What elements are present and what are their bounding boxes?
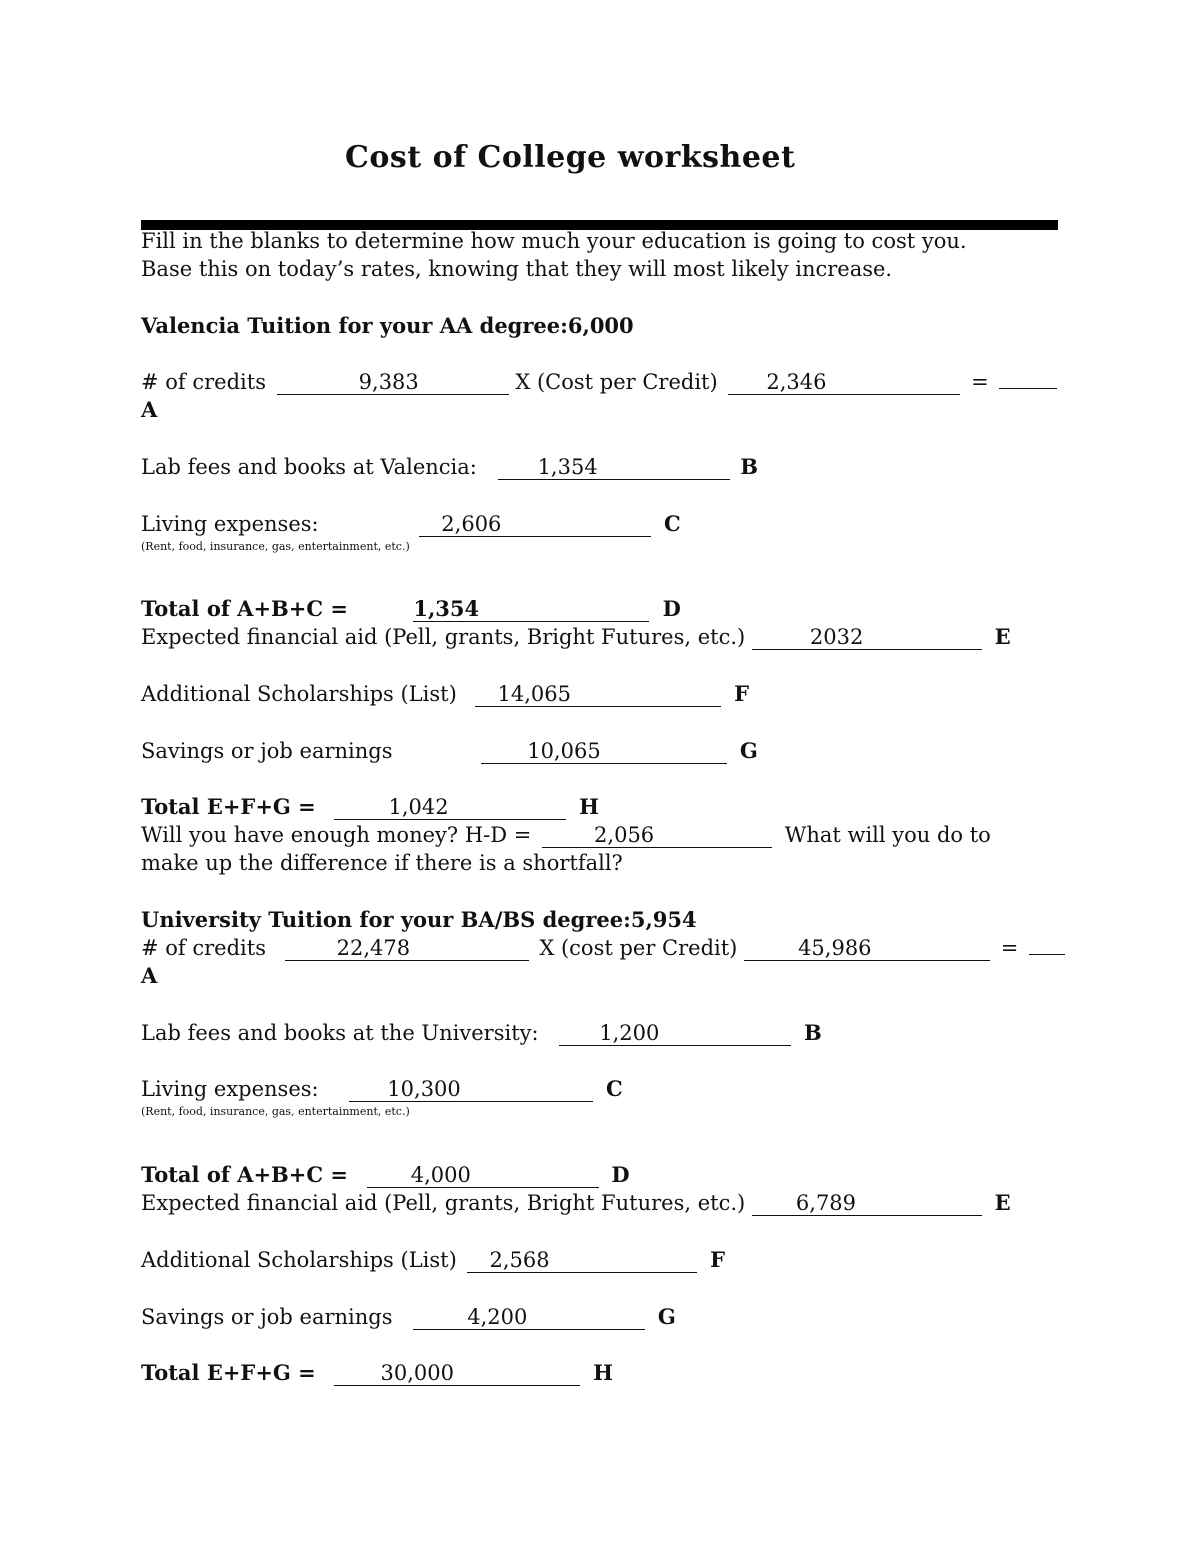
ba-cost-field[interactable]: [744, 936, 990, 961]
aa-total-abc-row: [141, 595, 681, 623]
ba-credits-field[interactable]: [285, 936, 529, 961]
ba-heading: University Tuition for your BA/BS degree:5,954: [141, 907, 697, 932]
aa-total-efg-label: Total E+F+G =: [141, 794, 316, 819]
aa-enough-row: [141, 821, 991, 849]
aa-letter-h: H: [579, 794, 599, 819]
aa-aid-row: [141, 623, 1011, 651]
aa-letter-b: B: [740, 454, 758, 479]
aa-living-label: Living expenses:: [141, 512, 319, 536]
aa-letter-a: A: [141, 397, 158, 422]
ba-total-abc-label: Total of A+B+C =: [141, 1162, 349, 1187]
ba-savings-value: 4,200: [467, 1305, 528, 1329]
ba-living-row: [141, 1075, 623, 1103]
aa-savings-label: Savings or job earnings: [141, 739, 393, 763]
ba-lab-field[interactable]: [559, 1021, 791, 1046]
intro-line-2: Base this on today’s rates, knowing that they will most likely increase.: [141, 257, 893, 281]
aa-lab-value: 1,354: [537, 455, 598, 479]
aa-credits-field[interactable]: [277, 370, 509, 395]
ba-total-abc-value: 4,000: [410, 1163, 471, 1187]
aa-schol-label: Additional Scholarships (List): [141, 682, 457, 706]
aa-total-abc-field[interactable]: [413, 597, 649, 622]
ba-letter-c: C: [605, 1076, 623, 1101]
ba-living-note: (Rent, food, insurance, gas, entertainment, etc.): [141, 1105, 410, 1118]
ba-cost-value: 45,986: [798, 936, 872, 960]
ba-letter-d: D: [611, 1162, 630, 1187]
aa-savings-row: [141, 737, 758, 765]
aa-letter-e: E: [994, 624, 1011, 649]
ba-a-field[interactable]: [1029, 954, 1065, 955]
aa-cost-value: 2,346: [766, 370, 827, 394]
intro-line-1: Fill in the blanks to determine how much your education is going to cost you.: [141, 229, 967, 253]
ba-equals: =: [1000, 936, 1019, 960]
ba-credits-row: [141, 934, 1065, 962]
ba-living-label: Living expenses:: [141, 1077, 319, 1101]
page-title: Cost of College worksheet: [345, 140, 796, 175]
ba-total-efg-field[interactable]: [334, 1361, 580, 1386]
aa-lab-row: [141, 453, 758, 481]
aa-equals: =: [971, 370, 989, 394]
ba-aid-value: 6,789: [795, 1191, 857, 1215]
aa-letter-c: C: [663, 511, 681, 536]
ba-aid-field[interactable]: [752, 1191, 982, 1216]
aa-savings-value: 10,065: [527, 739, 601, 763]
aa-aid-field[interactable]: [752, 625, 982, 650]
aa-enough-line-2: make up the difference if there is a shortfall?: [141, 851, 623, 875]
aa-savings-field[interactable]: [481, 739, 727, 764]
aa-living-note: (Rent, food, insurance, gas, entertainment, etc.): [141, 540, 410, 553]
ba-schol-value: 2,568: [489, 1248, 550, 1272]
aa-total-abc-value: 1,354: [413, 596, 480, 621]
aa-heading: Valencia Tuition for your AA degree:6,000: [141, 313, 634, 338]
aa-letter-g: G: [739, 738, 758, 763]
ba-savings-field[interactable]: [413, 1305, 645, 1330]
aa-lab-field[interactable]: [498, 455, 730, 480]
aa-living-field[interactable]: [419, 512, 651, 537]
ba-credits-value: 22,478: [336, 936, 411, 960]
aa-aid-value: 2032: [809, 625, 864, 649]
aa-a-field[interactable]: [999, 388, 1057, 389]
aa-schol-field[interactable]: [475, 682, 721, 707]
ba-living-value: 10,300: [387, 1077, 461, 1101]
ba-aid-row: [141, 1189, 1011, 1217]
aa-credits-label: # of credits: [141, 370, 266, 394]
aa-total-abc-label: Total of A+B+C =: [141, 596, 349, 621]
ba-lab-label: Lab fees and books at the University:: [141, 1021, 539, 1045]
ba-total-efg-row: [141, 1359, 613, 1387]
aa-total-efg-field[interactable]: [334, 795, 566, 820]
aa-lab-label: Lab fees and books at Valencia:: [141, 455, 477, 479]
ba-letter-h: H: [593, 1360, 613, 1385]
aa-total-efg-value: 1,042: [388, 795, 449, 819]
ba-total-abc-field[interactable]: [367, 1163, 599, 1188]
aa-living-value: 2,606: [441, 512, 502, 536]
ba-letter-g: G: [657, 1304, 676, 1329]
aa-credits-row: [141, 368, 1057, 396]
aa-cost-field[interactable]: [728, 370, 960, 395]
ba-credits-label: # of credits: [141, 936, 266, 960]
ba-total-abc-row: [141, 1161, 630, 1189]
ba-total-efg-label: Total E+F+G =: [141, 1360, 316, 1385]
ba-savings-label: Savings or job earnings: [141, 1305, 393, 1329]
ba-savings-row: [141, 1303, 676, 1331]
aa-credits-value: 9,383: [358, 370, 419, 394]
ba-letter-e: E: [994, 1190, 1011, 1215]
aa-letter-f: F: [734, 681, 750, 706]
ba-cost-label: X (cost per Credit): [539, 936, 738, 960]
ba-total-efg-value: 30,000: [380, 1361, 454, 1385]
aa-total-efg-row: [141, 793, 599, 821]
ba-schol-label: Additional Scholarships (List): [141, 1248, 457, 1272]
aa-enough-field[interactable]: [542, 823, 772, 848]
aa-enough-value: 2,056: [594, 823, 655, 847]
aa-aid-label: Expected financial aid (Pell, grants, Bright Futures, etc.): [141, 625, 746, 649]
ba-letter-f: F: [710, 1247, 726, 1272]
ba-lab-row: [141, 1019, 822, 1047]
ba-schol-row: [141, 1246, 725, 1274]
aa-schol-value: 14,065: [497, 682, 571, 706]
aa-enough-tail: What will you do to: [784, 823, 991, 847]
ba-living-field[interactable]: [349, 1077, 593, 1102]
aa-schol-row: [141, 680, 749, 708]
ba-aid-label: Expected financial aid (Pell, grants, Bright Futures, etc.): [141, 1191, 746, 1215]
aa-cost-label: X (Cost per Credit): [515, 370, 718, 394]
ba-letter-b: B: [803, 1020, 822, 1045]
ba-lab-value: 1,200: [599, 1021, 660, 1045]
aa-letter-d: D: [662, 596, 681, 621]
ba-schol-field[interactable]: [467, 1248, 697, 1273]
aa-enough-label: Will you have enough money? H-D =: [141, 823, 532, 847]
aa-living-row: [141, 510, 681, 538]
ba-letter-a: A: [141, 963, 158, 988]
